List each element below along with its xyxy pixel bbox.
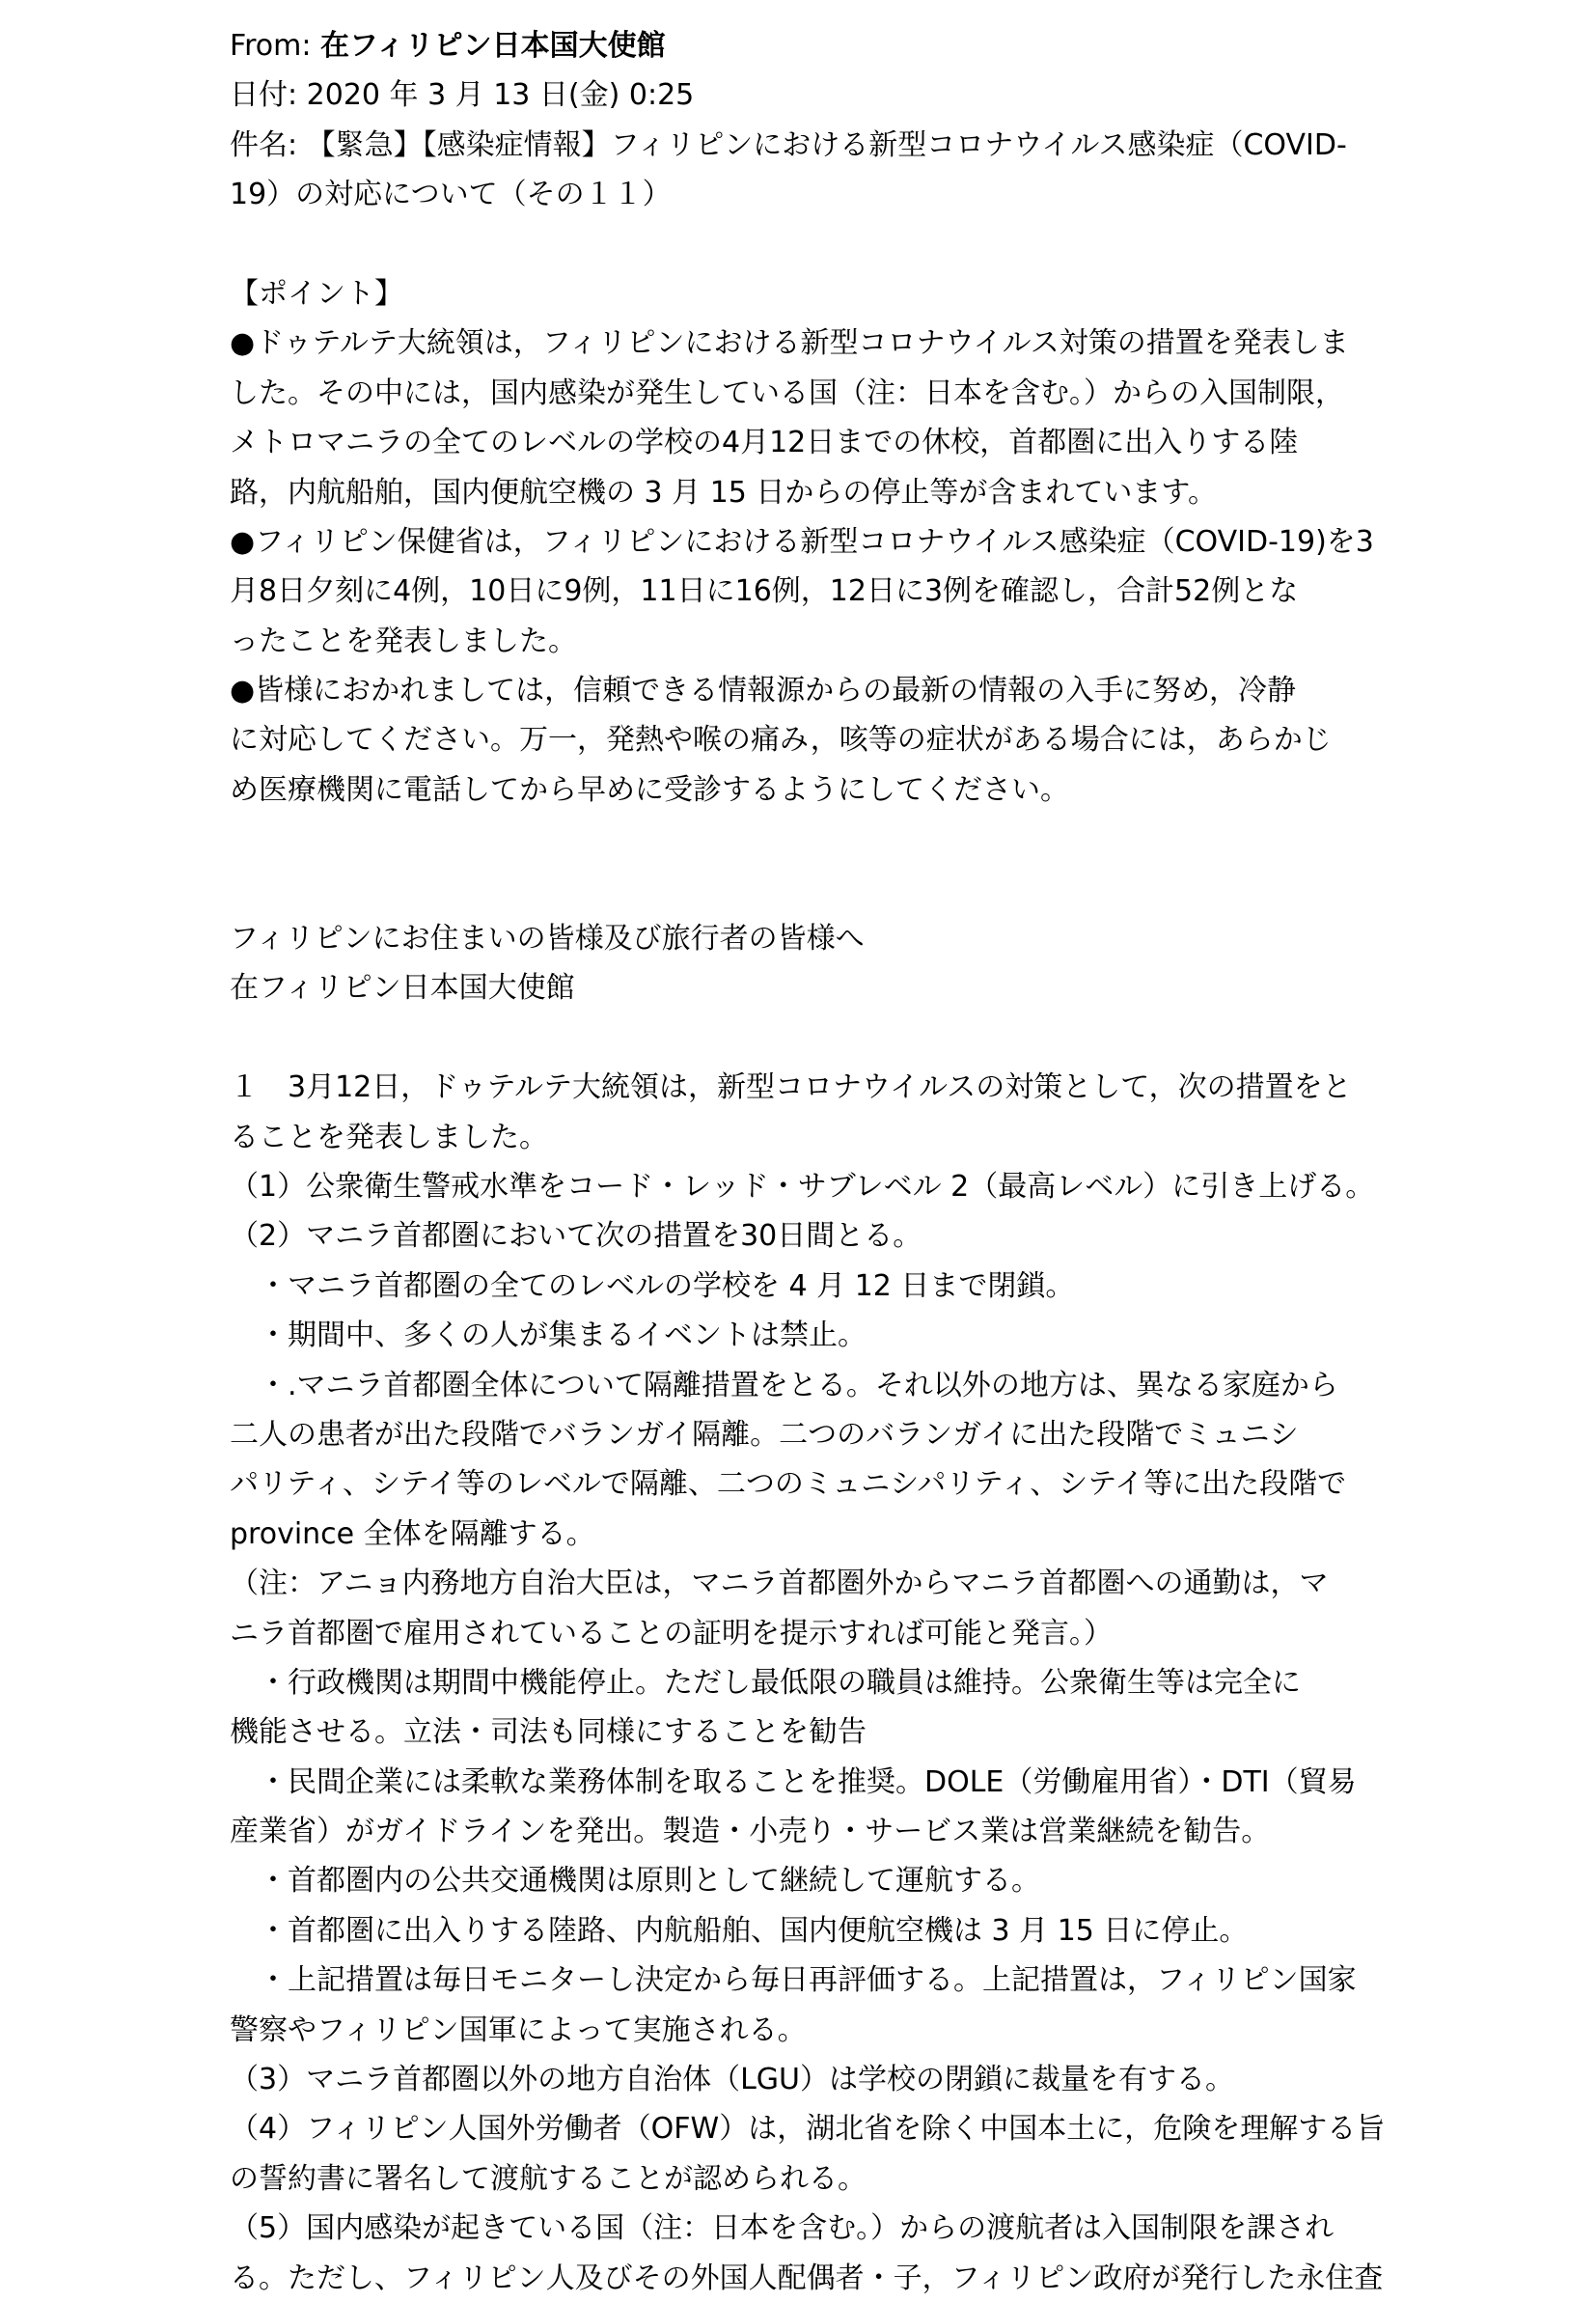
sender-line: 在フィリピン日本国大使館 — [230, 971, 575, 1006]
body-line: ることを発表しました。 — [230, 1120, 548, 1154]
points-line: に対応してください。万一，発熱や喉の痛み，咳等の症状がある場合には，あらかじ — [230, 723, 1332, 758]
body-line: 二人の患者が出た段階でバランガイ隔離。二つのバランガイに出た段階でミュニシ — [230, 1417, 1299, 1452]
from-line — [230, 21, 1388, 70]
points-line: した。その中には，国内感染が発生している国（注：日本を含む。）からの入国制限， — [230, 375, 1344, 410]
points-line: 月8日夕刻に4例，10日に9例，11日に16例，12日に3例を確認し，合計52例とな — [230, 574, 1299, 609]
body-line: る。ただし、フィリピン人及びその外国人配偶者・子，フィリピン政府が発行した永住査 — [230, 2261, 1384, 2295]
points-line: メトロマニラの全てのレベルの学校の4月12日までの休校，首都圏に出入りする陸 — [230, 426, 1299, 460]
spacer — [230, 865, 1388, 914]
addressee-line: フィリピンにお住まいの皆様及び旅行者の皆様へ — [230, 922, 865, 957]
body-line: （3）マニラ首都圏以外の地方自治体（LGU）は学校の閉鎖に裁量を有する。 — [230, 2063, 1235, 2097]
body-line: ・首都圏内の公共交通機関は原則として継続して運航する。 — [230, 1864, 1040, 1899]
subject-line-2: 19）の対応について（その１１） — [230, 178, 672, 212]
points-heading: 【ポイント】 — [230, 276, 403, 311]
body-line: ・マニラ首都圏の全てのレベルの学校を 4 月 12 日まで閉鎖。 — [230, 1268, 1075, 1303]
points-line: め医療機関に電話してから早めに受診するようにしてください。 — [230, 772, 1069, 807]
body-line: ニラ首都圏で雇用されていることの証明を提示すれば可能と発言。） — [230, 1616, 1113, 1651]
body-line: province 全体を隔離する。 — [230, 1516, 595, 1551]
body-line: 産業省）がガイドラインを発出。製造・小売り・サービス業は営業継続を勧告。 — [230, 1815, 1271, 1849]
body-line: ・行政機関は期間中機能停止。ただし最低限の職員は維持。公衆衛生等は完全に — [230, 1665, 1301, 1700]
body-line: ・期間中、多くの人が集まるイベントは禁止。 — [230, 1318, 867, 1353]
body-line: ・.マニラ首都圏全体について隔離措置をとる。それ以外の地方は、異なる家庭から — [230, 1368, 1338, 1402]
spacer — [230, 815, 1388, 864]
body-line: （2）マニラ首都圏において次の措置を30日間とる。 — [230, 1219, 922, 1254]
body-line: （1）公衆衛生警戒水準をコード・レッド・サブレベル 2（最高レベル）に引き上げる。 — [230, 1169, 1375, 1204]
points-line: 路，内航船舶，国内便航空機の 3 月 15 日からの停止等が含まれています。 — [230, 475, 1218, 510]
body-line: の誓約書に署名して渡航することが認められる。 — [230, 2161, 867, 2196]
subject-line-1: 件名: 【緊急】【感染症情報】フィリピンにおける新型コロナウイルス感染症（COVID- — [230, 127, 1347, 162]
points-line: ●ドゥテルテ大統領は，フィリピンにおける新型コロナウイルス対策の措置を発表しま — [230, 326, 1349, 361]
spacer — [230, 220, 1388, 269]
from-label: From: — [230, 29, 320, 63]
body-line: 警察やフィリピン国軍によって実施される。 — [230, 2012, 807, 2047]
body-line: ・首都圏に出入りする陸路、内航船舶、国内便航空機は 3 月 15 日に停止。 — [230, 1913, 1249, 1948]
body-line: （5）国内感染が起きている国（注：日本を含む。）からの渡航者は入国制限を課され — [230, 2211, 1335, 2246]
points-line: ったことを発表しました。 — [230, 624, 577, 658]
body-line: （4）フィリピン人国外労働者（OFW）は，湖北省を除く中国本土に，危険を理解する旨 — [230, 2112, 1386, 2147]
body-line: ・上記措置は毎日モニターし決定から毎日再評価する。上記措置は，フィリピン国家 — [230, 1963, 1357, 1998]
body-line: ・民間企業には柔軟な業務体制を取ることを推奨。DOLE（労働雇用省）・DTI（貿易 — [230, 1764, 1357, 1799]
points-line: ●皆様におかれましては，信頼できる情報源からの最新の情報の入手に努め，冷静 — [230, 674, 1296, 708]
spacer — [230, 1013, 1388, 1063]
body-line: （注：アニョ内務地方自治大臣は，マニラ首都圏外からマニラ首都圏への通勤は，マ — [230, 1567, 1329, 1601]
email-body — [230, 21, 1388, 2303]
from-value: 在フィリピン日本国大使館 — [319, 29, 666, 63]
body-line: 機能させる。立法・司法も同様にすることを勧告 — [230, 1715, 867, 1750]
body-line: パリティ、シテイ等のレベルで隔離、二つのミュニシパリティ、シテイ等に出た段階で — [230, 1467, 1347, 1502]
body-line: １ 3月12日，ドゥテルテ大統領は，新型コロナウイルスの対策として，次の措置をと — [230, 1070, 1352, 1105]
points-line: ●フィリピン保健省は，フィリピンにおける新型コロナウイルス感染症（COVID-19)を3 — [230, 524, 1374, 559]
date-line: 日付: 2020 年 3 月 13 日(金) 0:25 — [230, 78, 695, 113]
